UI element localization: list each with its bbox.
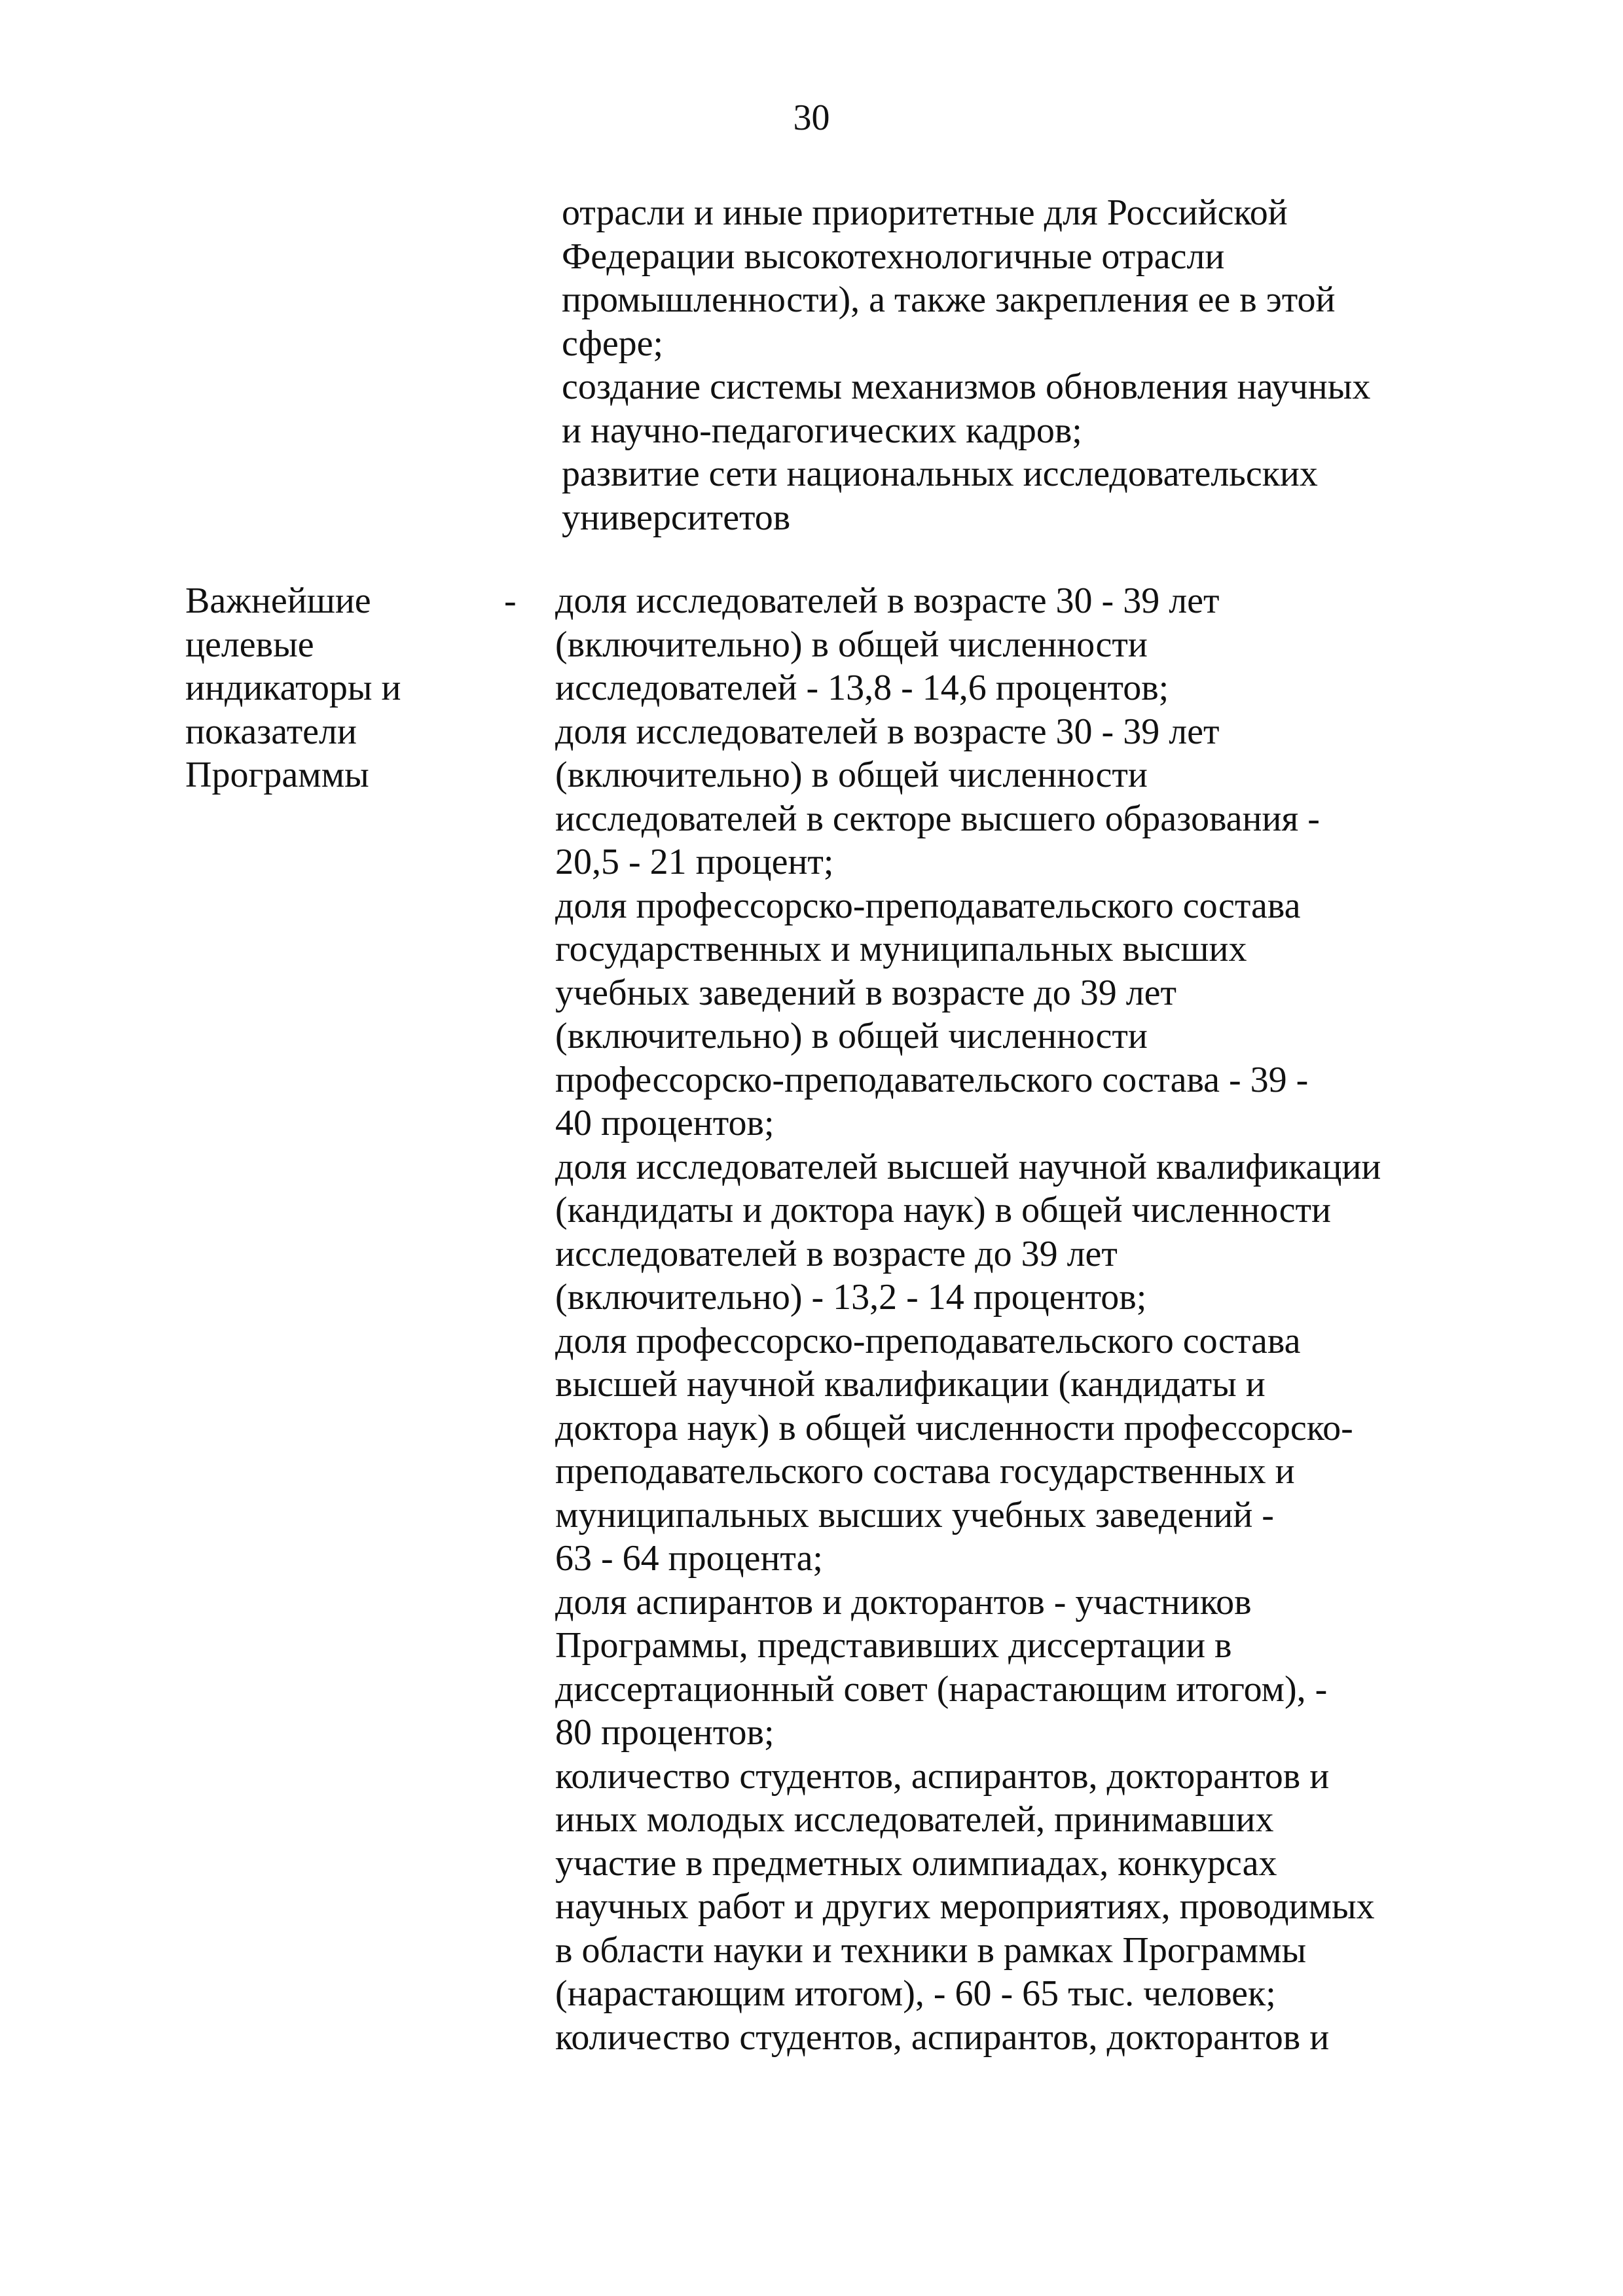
text-line: отрасли и иные приоритетные для Российской <box>562 192 1288 233</box>
text-line: доля профессорско-преподавательского состава <box>555 1320 1301 1361</box>
label-line: целевые <box>185 624 314 665</box>
label-line: показатели <box>185 711 357 752</box>
text-line: диссертационный совет (нарастающим итогом), - <box>555 1668 1328 1710</box>
page-number: 30 <box>793 98 830 138</box>
text-line: учебных заведений в возрасте до 39 лет <box>555 972 1176 1013</box>
text-line: (нарастающим итогом), - 60 - 65 тыс. человек; <box>555 1973 1276 2014</box>
text-line: иных молодых исследователей, принимавших <box>555 1799 1274 1840</box>
text-line: 63 - 64 процента; <box>555 1538 823 1579</box>
text-line: Федерации высокотехнологичные отрасли <box>562 236 1225 277</box>
indicators-text-block <box>555 579 1381 2059</box>
text-line: муниципальных высших учебных заведений - <box>555 1494 1274 1535</box>
text-line: исследователей в возрасте до 39 лет <box>555 1233 1118 1274</box>
text-line: исследователей в секторе высшего образования - <box>555 798 1320 839</box>
text-line: промышленности), а также закрепления ее в этой <box>562 279 1336 320</box>
text-line: развитие сети национальных исследовательских <box>562 454 1318 494</box>
text-line: преподавательского состава государственных и <box>555 1451 1295 1492</box>
text-line: университетов <box>562 497 791 538</box>
text-line: доля профессорско-преподавательского состава <box>555 885 1301 926</box>
text-line: доля аспирантов и докторантов - участников <box>555 1581 1252 1623</box>
text-line: доля исследователей высшей научной квалификации <box>555 1146 1381 1187</box>
text-line: (кандидаты и доктора наук) в общей численности <box>555 1190 1331 1230</box>
text-line: доктора наук) в общей численности профессорско- <box>555 1407 1353 1448</box>
text-line: 80 процентов; <box>555 1712 775 1753</box>
text-line: профессорско-преподавательского состава - 39 - <box>555 1059 1309 1100</box>
text-line: 20,5 - 21 процент; <box>555 842 834 882</box>
label-line: Программы <box>185 755 369 795</box>
text-line: и научно-педагогических кадров; <box>562 410 1082 451</box>
text-line: (включительно) в общей численности <box>555 755 1148 795</box>
text-line: (включительно) - 13,2 - 14 процентов; <box>555 1277 1147 1318</box>
dash-mark: - <box>504 581 517 621</box>
label-line: Важнейшие <box>185 581 371 621</box>
text-line: 40 процентов; <box>555 1103 775 1143</box>
text-line: сфере; <box>562 323 664 364</box>
text-line: научных работ и других мероприятиях, проводимых <box>555 1886 1375 1927</box>
text-line: исследователей - 13,8 - 14,6 процентов; <box>555 668 1169 708</box>
label-line: индикаторы и <box>185 668 401 708</box>
text-line: Программы, представивших диссертации в <box>555 1625 1232 1666</box>
text-line: (включительно) в общей численности <box>555 624 1148 665</box>
intro-text-block <box>562 191 1370 539</box>
text-line: количество студентов, аспирантов, докторантов и <box>555 2017 1330 2058</box>
text-line: создание системы механизмов обновления научных <box>562 367 1371 407</box>
text-line: высшей научной квалификации (кандидаты и <box>555 1364 1266 1405</box>
text-line: доля исследователей в возрасте 30 - 39 лет <box>555 581 1220 621</box>
text-line: в области науки и техники в рамках Программы <box>555 1929 1307 1971</box>
text-line: количество студентов, аспирантов, докторантов и <box>555 1755 1330 1797</box>
text-line: доля исследователей в возрасте 30 - 39 лет <box>555 711 1220 752</box>
section-label <box>185 579 401 797</box>
section-dash <box>504 579 517 623</box>
text-line: государственных и муниципальных высших <box>555 929 1247 969</box>
text-line: (включительно) в общей численности <box>555 1016 1148 1056</box>
text-line: участие в предметных олимпиадах, конкурсах <box>555 1842 1277 1884</box>
